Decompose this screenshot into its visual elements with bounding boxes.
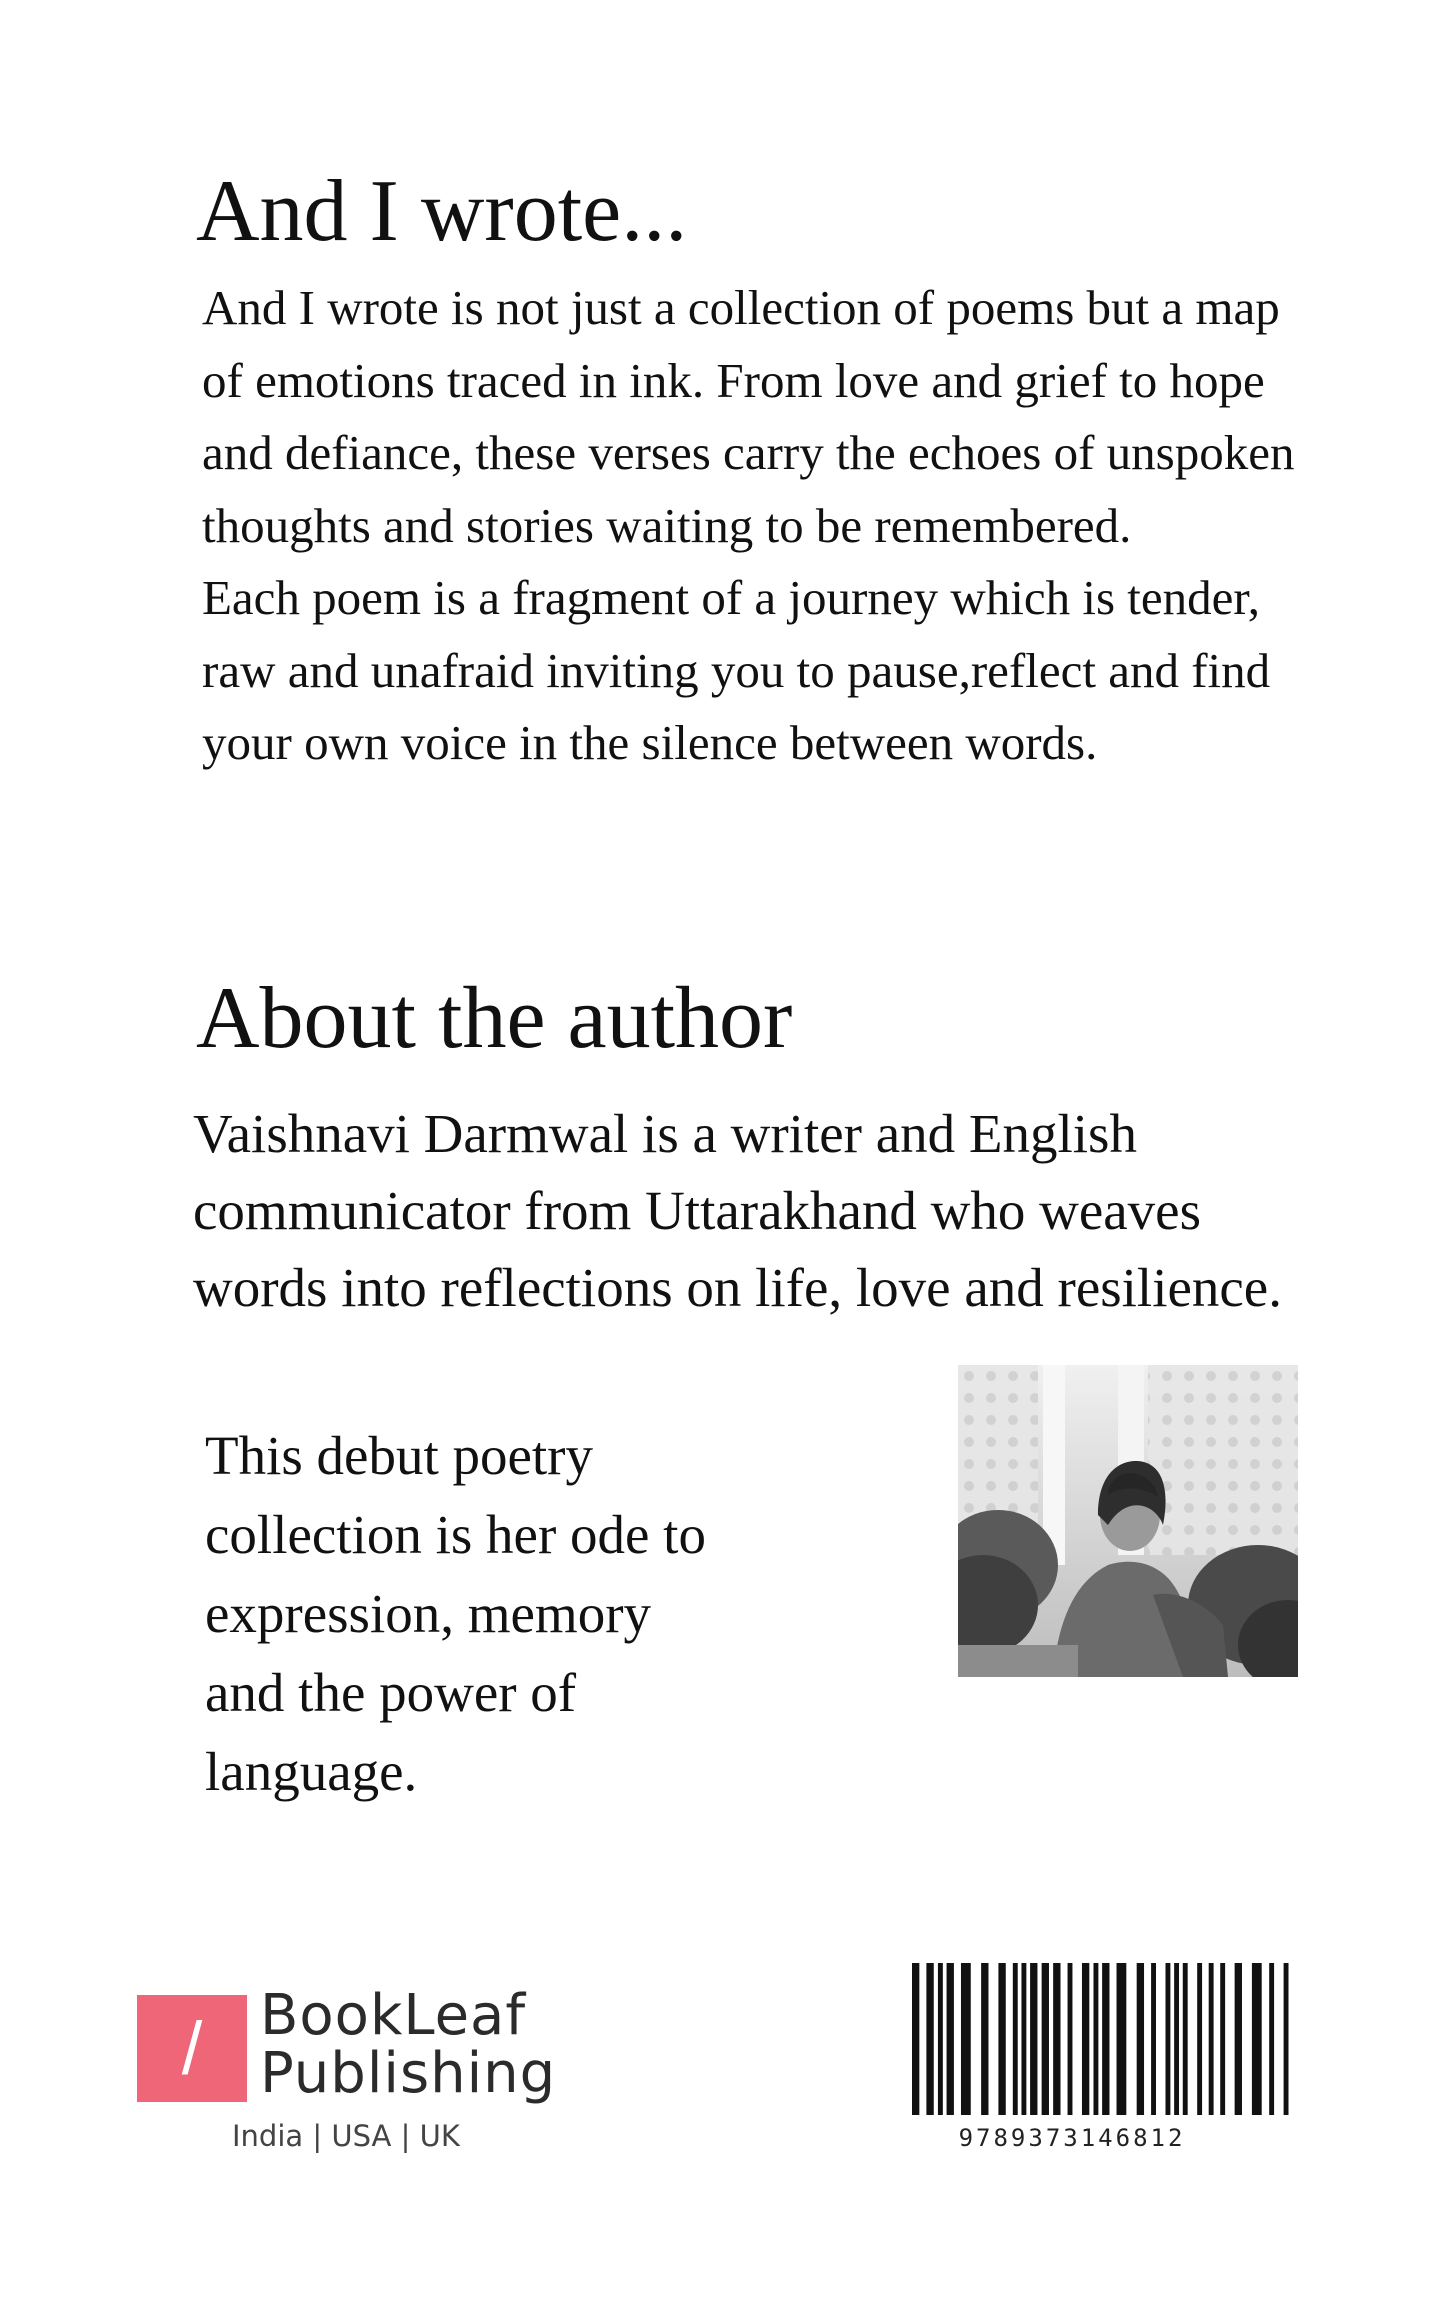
publisher-name-line-1: BookLeaf <box>260 1983 527 2048</box>
barcode-bar <box>1030 1963 1037 2115</box>
logo-slash-glyph: / <box>181 2007 203 2090</box>
barcode-bar <box>1053 1963 1060 2115</box>
barcode-bar <box>1082 1963 1089 2115</box>
isbn-number: 9789373146812 <box>958 2124 1186 2152</box>
barcode-bar <box>1209 1963 1214 2115</box>
barcode-bar <box>1197 1963 1202 2115</box>
barcode-bar <box>947 1963 954 2115</box>
barcode-bar <box>1220 1963 1225 2115</box>
barcode-bar <box>912 1963 919 2115</box>
barcode-bar <box>1137 1963 1144 2115</box>
barcode-bar <box>926 1963 933 2115</box>
blurb-paragraph-1: And I wrote is not just a collection of poems but a map of emotions traced in ink. From love and grief to hope and defiance, these verses carry the echoes of unspoken thoughts and stories waiting to be remembered. <box>202 280 1295 553</box>
barcode-bar <box>1235 1963 1242 2115</box>
barcode-bar <box>1151 1963 1156 2115</box>
barcode-bar <box>998 1963 1005 2115</box>
barcode-bar <box>1042 1963 1049 2115</box>
barcode-bar <box>1102 1963 1109 2115</box>
barcode-bar <box>961 1963 971 2115</box>
publisher-logo <box>137 1983 557 2155</box>
book-blurb <box>202 272 1322 780</box>
barcode-bar <box>1093 1963 1098 2115</box>
barcode-bar <box>1252 1963 1262 2115</box>
barcode-bar <box>1174 1963 1179 2115</box>
barcode-bar <box>981 1963 988 2115</box>
barcode-bar <box>1284 1963 1289 2115</box>
barcode-bar <box>1183 1963 1188 2115</box>
publisher-regions: India | USA | UK <box>232 2119 460 2153</box>
barcode-bar <box>1068 1963 1073 2115</box>
barcode-bar <box>938 1963 943 2115</box>
barcode <box>912 1963 1298 2115</box>
publisher-name-line-2: Publishing <box>260 2041 557 2106</box>
publisher-name <box>260 1983 557 2106</box>
author-bio-paragraph-1: Vaishnavi Darmwal is a writer and English communicator from Uttarakhand who weaves words into reflections on life, love and resilience. <box>193 1103 1282 1318</box>
about-author-heading: About the author <box>196 970 793 1067</box>
barcode-bar <box>1021 1963 1026 2115</box>
barcode-bar <box>1269 1963 1274 2115</box>
author-bio-paragraph-2: This debut poetry collection is her ode to expression, memory and the power of language. <box>205 1425 706 1802</box>
blurb-paragraph-2: Each poem is a fragment of a journey which is tender, raw and unafraid inviting you to pause,reflect and find your own voice in the silence between words. <box>202 570 1271 770</box>
book-title: And I wrote... <box>196 163 688 260</box>
barcode-bar <box>1013 1963 1018 2115</box>
barcode-bar <box>1165 1963 1170 2115</box>
author-photo <box>958 1365 1298 1677</box>
barcode-bar <box>1117 1963 1127 2115</box>
